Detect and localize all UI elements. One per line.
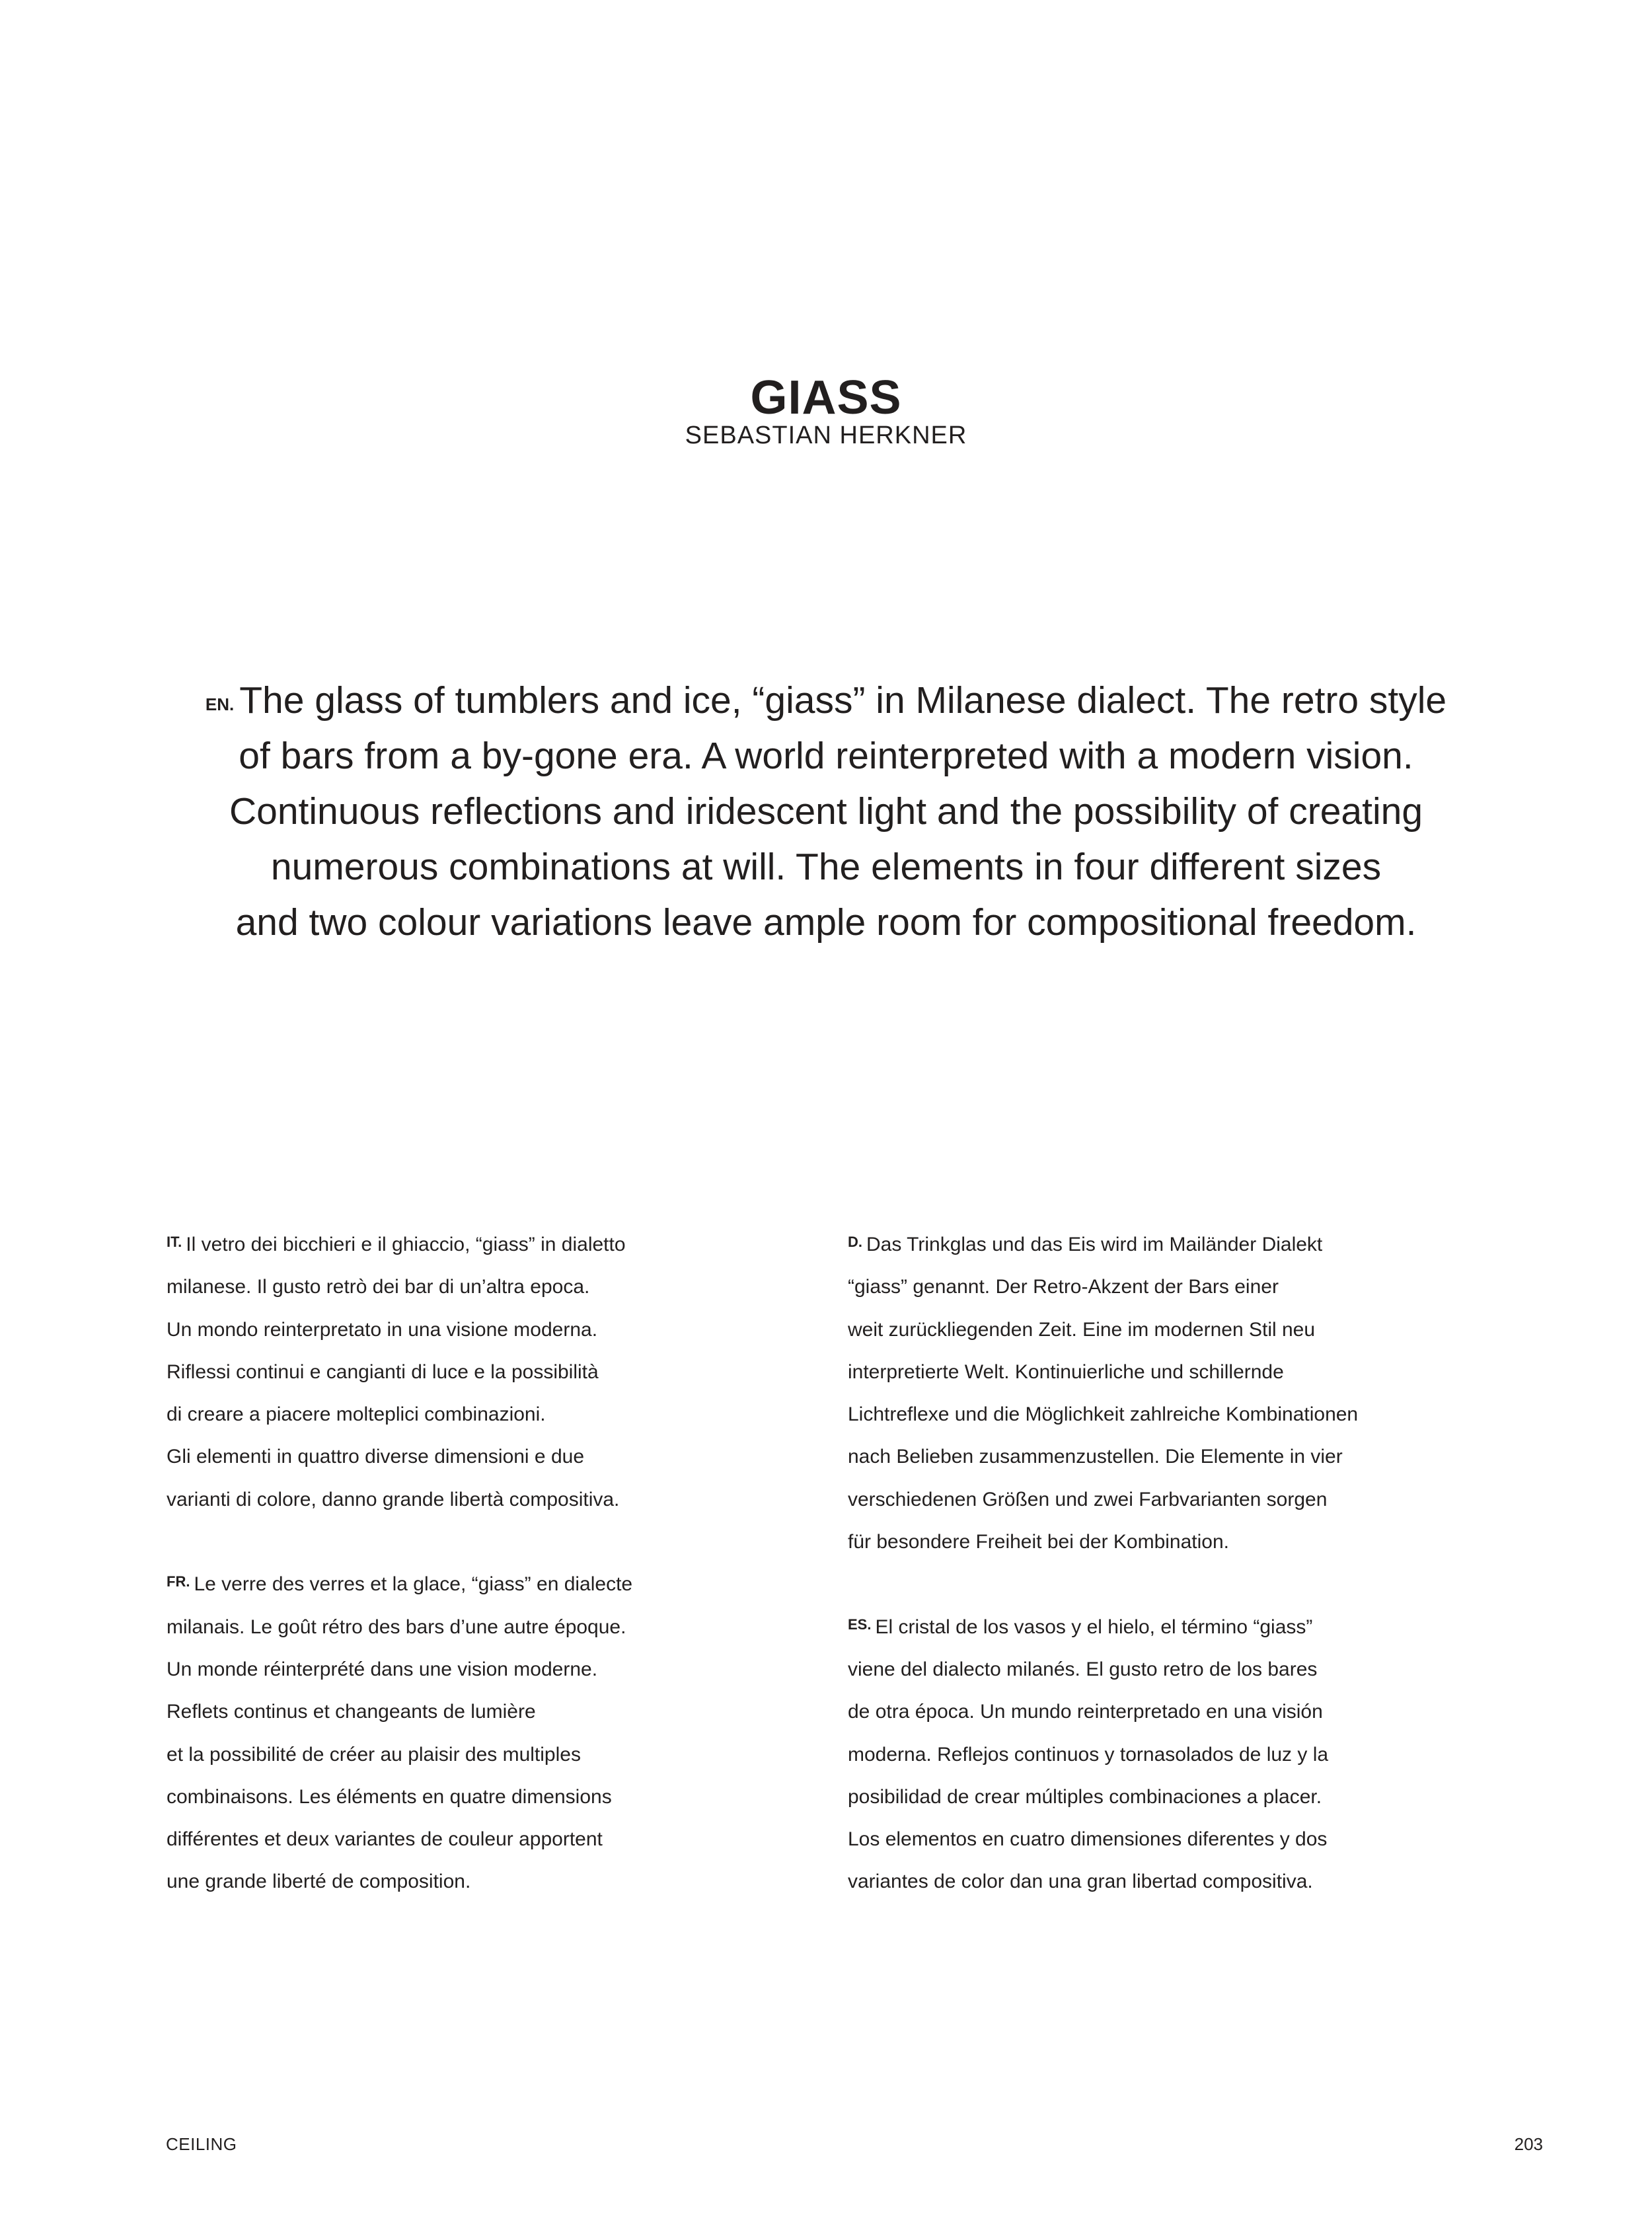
intro-line: numerous combinations at will. The elements in four different sizes bbox=[270, 846, 1382, 888]
spanish-paragraph: $^{ES.}$ El cristal de los vasos y el hielo, el término “giass” viene del dialecto milanés. El gusto retro de los bares de otra época. Un mundo reinterpretado en una visión moderna. Reflejos continuos y tornasolados de luz y la posibilidad de crear múltiples combinaciones a placer. Los elementos en cuatro dimensiones diferentes y dos variantes de color dan una gran libertad compositiva. bbox=[848, 1616, 1329, 1893]
german-paragraph: $^{D.}$ Das Trinkglas und das Eis wird im Mailänder Dialekt “giass” genannt. Der Retro-Akzent der Bars einer weit zurückliegenden Zeit. Eine im modernen Stil neu interpretierte Welt. Kontinuierliche und schillernde Lichtreflexe und die Möglichkeit zahlreiche Kombinationen nach Belieben zusammenzustellen. Die Elemente in vier verschiedenen Größen und zwei Farbvarianten sorgen für besondere Freiheit bei der Kombination. bbox=[848, 1234, 1359, 1553]
language-tag-it: IT. bbox=[167, 1234, 182, 1250]
french-paragraph: $^{FR.}$ Le verre des verres et la glace, “giass” en dialecte milanais. Le goût rétro des bars d’une autre époque. Un monde réinterprété dans une vision moderne. Reflets continus et changeants de lumière et la possibilité de créer au plaisir des multiples combinaisons. Les éléments en quatre dimensions différentes et deux variantes de couleur apportent une grande liberté de composition. bbox=[167, 1573, 633, 1893]
designer-name: SEBASTIAN HERKNER bbox=[685, 422, 967, 449]
language-tag-fr: FR. bbox=[167, 1573, 190, 1590]
italian-paragraph: $^{IT.}$ Il vetro dei bicchieri e il ghiaccio, “giass” in dialetto milanese. Il gusto retrò dei bar di un’altra epoca. Un mondo reinterpretato in una visione moderna. Riflessi continui e cangianti di luce e la possibilità di creare a piacere molteplici combinazioni. Gli elementi in quattro diverse dimensioni e due varianti di colore, danno grande libertà compositiva. bbox=[167, 1234, 626, 1510]
page-number: 203 bbox=[1514, 2134, 1543, 2154]
language-tag-de: D. bbox=[848, 1234, 862, 1250]
page-title: GIASS bbox=[750, 371, 902, 425]
section-label: CEILING bbox=[166, 2134, 237, 2154]
language-tag-en: EN. bbox=[205, 694, 235, 714]
intro-line: $^{EN.}$ The glass of tumblers and ice, “giass” in Milanese dialect. The retro style bbox=[205, 679, 1447, 722]
language-tag-es: ES. bbox=[848, 1616, 872, 1633]
right-column bbox=[848, 1224, 1535, 1946]
intro-line: and two colour variations leave ample room for compositional freedom. bbox=[235, 901, 1417, 944]
left-column bbox=[167, 1224, 854, 1946]
intro-line: of bars from a by-gone era. A world reinterpreted with a modern vision. bbox=[239, 735, 1413, 777]
intro-line: Continuous reflections and iridescent light and the possibility of creating bbox=[229, 790, 1423, 833]
english-intro bbox=[0, 673, 1652, 950]
